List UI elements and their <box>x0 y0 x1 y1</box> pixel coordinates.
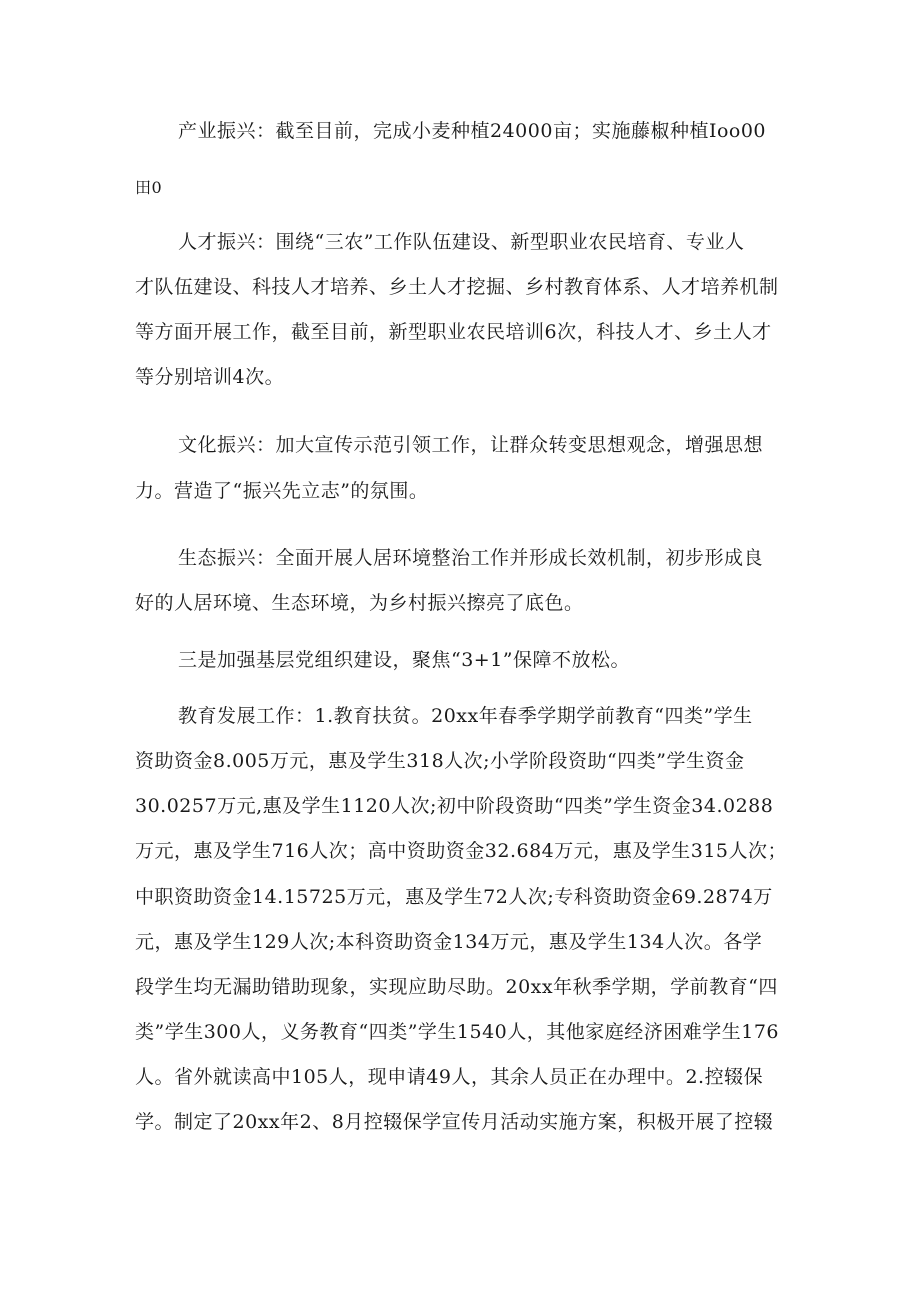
text-line: 力。营造了“振兴先立志”的氛围。 <box>135 480 429 502</box>
text-line: 等分别培训4次。 <box>135 366 285 388</box>
text-line: 万元，惠及学生716人次；高中资助资金32.684万元，惠及学生315人次； <box>135 840 788 862</box>
text-line: 教育发展工作：1.教育扶贫。20xx年春季学期学前教育“四类”学生 <box>178 705 753 727</box>
text-line: 生态振兴：全面开展人居环境整治工作并形成长效机制，初步形成良 <box>178 547 764 569</box>
text-line: 30.0257万元,惠及学生1120人次;初中阶段资助“四类”学生资金34.0288 <box>135 795 774 817</box>
text-line: 产业振兴：截至目前，完成小麦种植24000亩；实施藤椒种植Ioo00 <box>178 120 767 142</box>
text-line: 类”学生300人，义务教育“四类”学生1540人，其他家庭经济困难学生176 <box>135 1021 780 1043</box>
text-line: 段学生均无漏助错助现象，实现应助尽助。20xx年秋季学期，学前教育“四 <box>135 976 778 998</box>
text-line: 资助资金8.005万元，惠及学生318人次;小学阶段资助“四类”学生资金 <box>135 750 745 772</box>
text-line: 才队伍建设、科技人才培养、乡土人才挖掘、乡村教育体系、人才培养机制 <box>135 276 779 298</box>
text-line: 学。制定了20xx年2、8月控辍保学宣传月活动实施方案，积极开展了控辍 <box>135 1111 774 1133</box>
text-line: 等方面开展工作，截至目前，新型职业农民培训6次，科技人才、乡土人才 <box>135 321 772 343</box>
text-line: 元，惠及学生129人次;本科资助资金134万元，惠及学生134人次。各学 <box>135 931 763 953</box>
text-line: 中职资助资金14.15725万元，惠及学生72人次;专科资助资金69.2874万 <box>135 886 773 908</box>
text-line: 人才振兴：围绕“三农”工作队伍建设、新型职业农民培育、专业人 <box>178 231 745 253</box>
text-line: 田0 <box>135 178 163 197</box>
text-line: 人。省外就读高中105人，现申请49人，其余人员正在办理中。2.控辍保 <box>135 1066 764 1088</box>
text-line: 三是加强基层党组织建设，聚焦“3+1”保障不放松。 <box>178 649 631 671</box>
text-line: 文化振兴：加大宣传示范引领工作，让群众转变思想观念，增强思想 <box>178 434 764 456</box>
text-line: 好的人居环境、生态环境，为乡村振兴擦亮了底色。 <box>135 592 584 614</box>
